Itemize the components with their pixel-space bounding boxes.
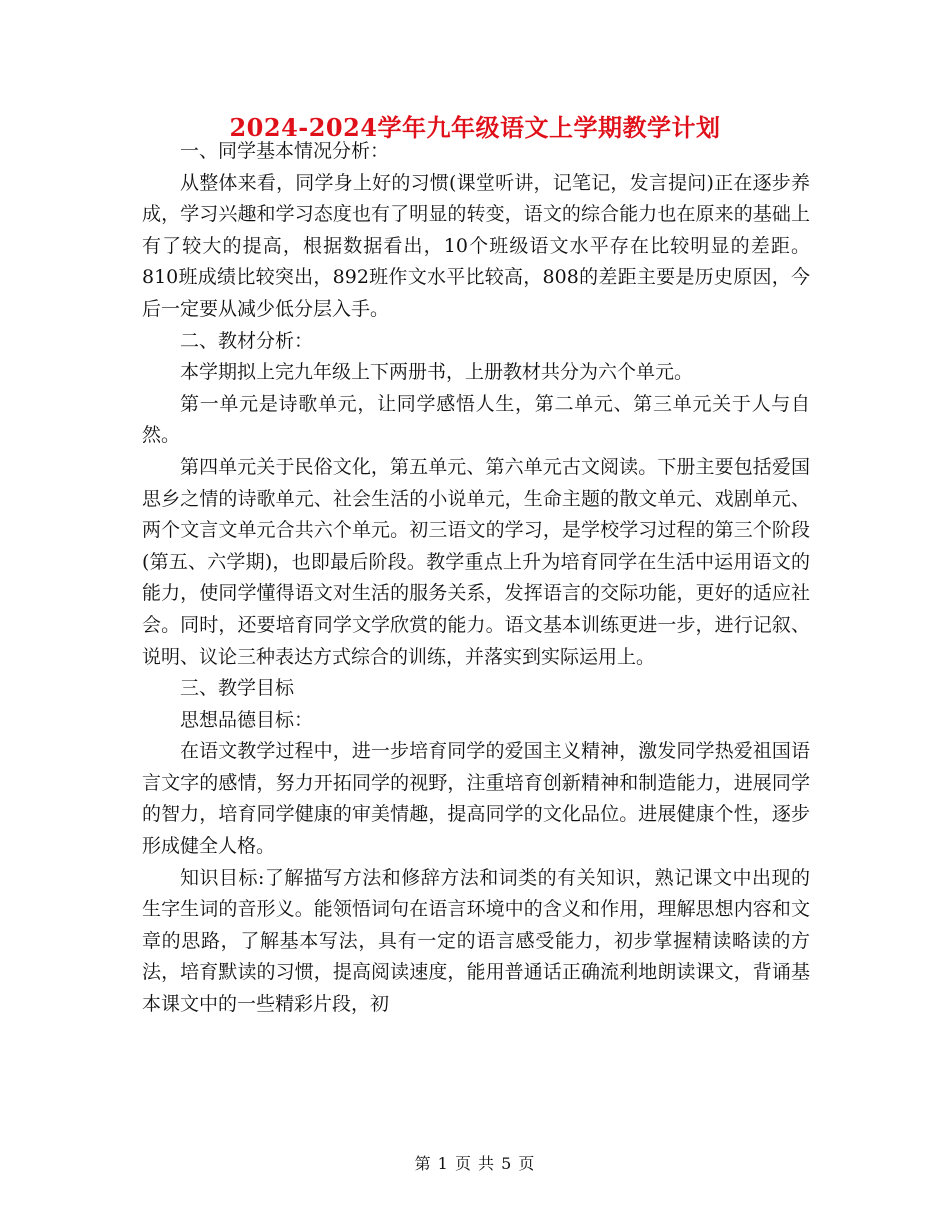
page-footer: 第 1 页 共 5 页 [414, 1154, 536, 1173]
section-heading-textbook-analysis: 二、教材分析： [180, 329, 314, 352]
document-title: 2024-2024学年九年级语文上学期教学计划 [229, 113, 721, 142]
paragraph-moral-goals: 在语文教学过程中，进一步培育同学的爱国主义精神，激发同学热爱祖国语言文字的感情，努力开拓同学的视野，注重培育创新精神和制造能力，进展同学的智力，培育同学健康的审美情趣，提高同学的文化品位。进展健康个性，逐步形成健全人格。 [142, 740, 810, 858]
paragraph-units-four-to-six: 第四单元关于民俗文化，第五单元、第六单元古文阅读。下册主要包括爱国思乡之情的诗歌单元、社会生活的小说单元，生命主题的散文单元、戏剧单元、两个文言文单元合共六个单元。初三语文的学习，是学校学习过程的第三个阶段(第五、六学期)，也即最后阶段。教学重点上升为培育同学在生活中运用语文的能力，使同学懂得语文对生活的服务关系，发挥语言的交际功能，更好的适应社会。同时，还要培育同学文学欣赏的能力。语文基本训练更进一步，进行记叙、说明、议论三种表达方式综合的训练，并落实到实际运用上。 [142, 455, 810, 668]
paragraph-units-one-to-three: 第一单元是诗歌单元，让同学感悟人生，第二单元、第三单元关于人与自然。 [142, 392, 810, 447]
document-body [142, 136, 810, 1021]
paragraph-student-analysis: 从整体来看，同学身上好的习惯(课堂听讲，记笔记，发言提问)正在逐步养成，学习兴趣和学习态度也有了明显的转变，语文的综合能力也在原来的基础上有了较大的提高，根据数据看出，10个班级语文水平存在比较明显的差距。810班成绩比较突出，892班作文水平比较高，808的差距主要是历史原因，今后一定要从减少低分层入手。 [142, 171, 810, 320]
paragraph-knowledge-goals: 知识目标:了解描写方法和修辞方法和词类的有关知识，熟记课文中出现的生字生词的音形义。能领悟词句在语言环境中的含义和作用，理解思想内容和文章的思路，了解基本写法，具有一定的语言感受能力，初步掌握精读略读的方法，培育默读的习惯，提高阅读速度，能用普通话正确流利地朗读课文，背诵基本课文中的一些精彩片段，初 [142, 866, 810, 1016]
section-heading-student-analysis: 一、同学基本情况分析： [180, 140, 390, 162]
subheading-moral-goals: 思想品德目标： [180, 708, 314, 731]
section-heading-teaching-goals: 三、教学目标 [180, 677, 295, 700]
paragraph-textbook-overview: 本学期拟上完九年级上下两册书，上册教材共分为六个单元。 [180, 361, 694, 384]
